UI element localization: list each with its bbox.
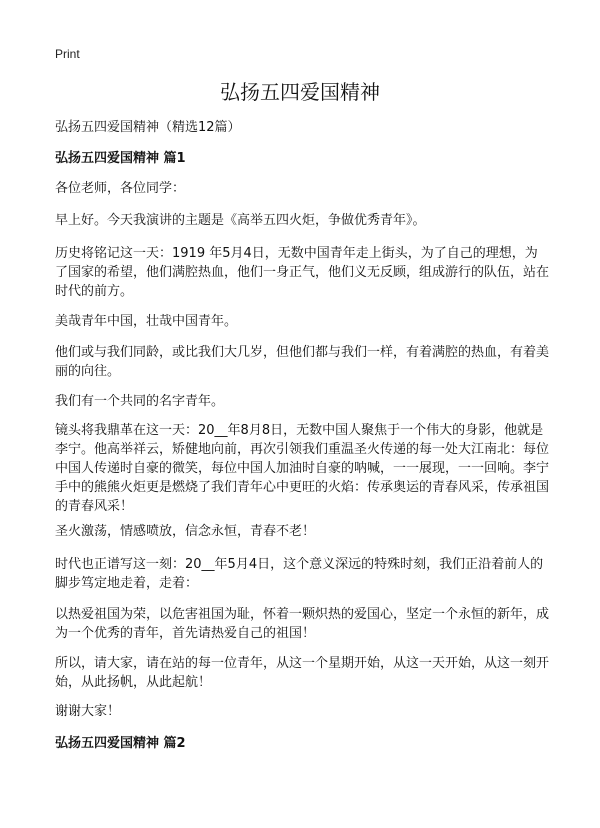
paragraph: 他们或与我们同龄，或比我们大几岁，但他们都与我们一样，有着满腔的热血，有着美丽的向往。 <box>55 345 550 379</box>
paragraph: 各位老师，各位同学： <box>55 181 186 196</box>
paragraph: 美哉青年中国，壮哉中国青年。 <box>55 314 238 329</box>
paragraph: 早上好。今天我演讲的主题是《高举五四火炬，争做优秀青年》。 <box>55 213 426 228</box>
paragraph: 圣火激荡，情感喷放，信念永恒，青春不老！ <box>55 524 316 539</box>
paragraph: 谢谢大家！ <box>55 704 121 719</box>
section-heading-1: 弘扬五四爱国精神 篇1 <box>55 151 186 166</box>
paragraph: 我们有一个共同的名字青年。 <box>55 394 225 409</box>
paragraph: 所以，请大家，请在站的每一位青年，从这一个星期开始，从这一天开始，从这一刻开始，从此扬帆，从此起航！ <box>55 656 550 690</box>
section-heading-2: 弘扬五四爱国精神 篇2 <box>55 736 186 751</box>
paragraph: 镜头将我鼎革在这一天：20__年8月8日，无数中国人聚焦于一个伟大的身影，他就是李宁。他高举祥云，矫健地向前，再次引领我们重温圣火传递的每一处大江南北：每位中国人传递时自豪的微笑，每位中国人加油时自豪的呐喊，一一展现，一一回响。李宁手中的熊熊火炬更是燃烧了我们青年心中更旺的火焰：传承奥运的青春风采，传承祖国的青春风采！ <box>55 423 550 514</box>
document-title: 弘扬五四爱国精神 <box>220 80 380 104</box>
document-subtitle: 弘扬五四爱国精神（精选12篇） <box>55 120 241 135</box>
paragraph: 历史将铭记这一天：1919 年5月4日，无数中国青年走上街头，为了自己的理想，为了国家的希望，他们满腔热血，他们一身正气，他们义无反顾，组成游行的队伍，站在时代的前方。 <box>55 246 550 299</box>
print-label: Print <box>55 47 80 61</box>
paragraph: 时代也正谱写这一刻：20__年5月4日，这个意义深远的特殊时刻，我们正沿着前人的脚步笃定地走着，走着： <box>55 557 544 591</box>
paragraph: 以热爱祖国为荣，以危害祖国为耻，怀着一颗炽热的爱国心，坚定一个永恒的新年，成为一个优秀的青年，首先请热爱自己的祖国！ <box>55 607 550 641</box>
